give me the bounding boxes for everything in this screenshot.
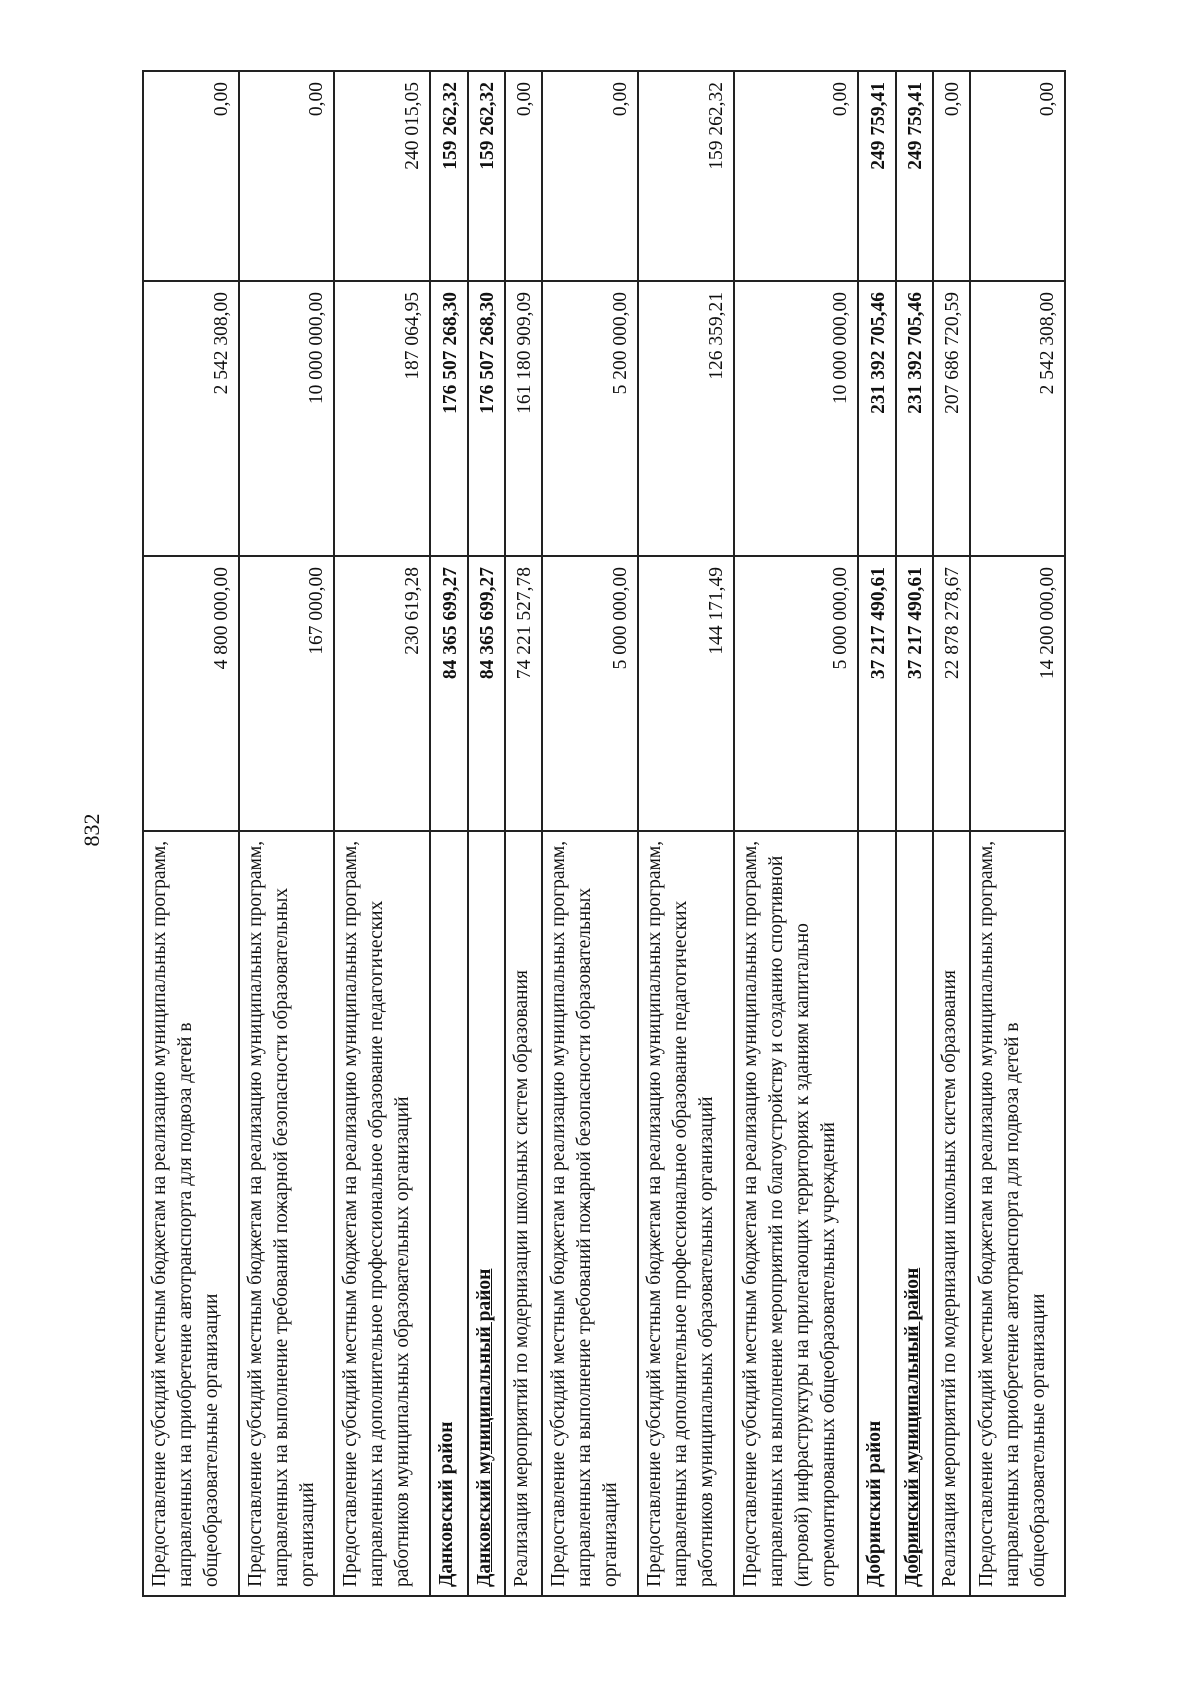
value-col-1: 22 878 278,67 (933, 556, 970, 831)
value-col-2: 161 180 909,09 (505, 281, 542, 556)
rotated-table-wrapper (142, 72, 1066, 1597)
value-col-2: 231 392 705,46 (896, 281, 933, 556)
value-col-2: 5 200 000,00 (542, 281, 638, 556)
value-col-1: 37 217 490,61 (896, 556, 933, 831)
value-col-2: 2 542 308,00 (970, 281, 1065, 556)
value-col-3: 249 759,41 (858, 71, 895, 281)
value-col-3: 159 262,32 (638, 71, 734, 281)
value-col-2: 10 000 000,00 (239, 281, 335, 556)
budget-table (142, 70, 1066, 1597)
row-description: Данковский район (430, 831, 467, 1596)
value-col-2: 207 686 720,59 (933, 281, 970, 556)
table-row (505, 71, 542, 1596)
row-description: Предоставление субсидий местным бюджетам на реализацию муниципальных программ, направленных на дополнительное профессиональное образование педагогических работников муниципальных образовательных организаций (334, 831, 430, 1596)
row-description: Предоставление субсидий местным бюджетам на реализацию муниципальных программ, направленных на выполнение требований пожарной безопасности образовательных организаций (542, 831, 638, 1596)
row-description: Добринский район (858, 831, 895, 1596)
table-row (638, 71, 734, 1596)
value-col-3: 0,00 (970, 71, 1065, 281)
table-row-district-total (858, 71, 895, 1596)
row-description: Данковский муниципальный район (468, 831, 505, 1596)
value-col-1: 37 217 490,61 (858, 556, 895, 831)
value-col-1: 230 619,28 (334, 556, 430, 831)
value-col-1: 84 365 699,27 (430, 556, 467, 831)
value-col-2: 176 507 268,30 (430, 281, 467, 556)
value-col-2: 176 507 268,30 (468, 281, 505, 556)
row-description: Реализация мероприятий по модернизации школьных систем образования (505, 831, 542, 1596)
row-description: Добринский муниципальный район (896, 831, 933, 1596)
value-col-3: 0,00 (734, 71, 858, 281)
value-col-2: 126 359,21 (638, 281, 734, 556)
value-col-3: 0,00 (239, 71, 335, 281)
row-description: Реализация мероприятий по модернизации школьных систем образования (933, 831, 970, 1596)
value-col-3: 0,00 (505, 71, 542, 281)
table-row-municipal-total (896, 71, 933, 1596)
value-col-1: 144 171,49 (638, 556, 734, 831)
value-col-2: 187 064,95 (334, 281, 430, 556)
value-col-1: 84 365 699,27 (468, 556, 505, 831)
row-description: Предоставление субсидий местным бюджетам на реализацию муниципальных программ, направленных на приобретение автотранспорта для подвоза детей в общеобразовательные организации (970, 831, 1065, 1596)
value-col-3: 0,00 (143, 71, 239, 281)
page-number: 832 (79, 813, 104, 847)
table-row (334, 71, 430, 1596)
table-row-district-total (430, 71, 467, 1596)
value-col-1: 167 000,00 (239, 556, 335, 831)
row-description: Предоставление субсидий местным бюджетам на реализацию муниципальных программ, направленных на дополнительное профессиональное образование педагогических работников муниципальных образовательных организаций (638, 831, 734, 1596)
table-row (542, 71, 638, 1596)
value-col-1: 5 000 000,00 (734, 556, 858, 831)
table-row (143, 71, 239, 1596)
value-col-1: 5 000 000,00 (542, 556, 638, 831)
table-row (933, 71, 970, 1596)
value-col-1: 14 200 000,00 (970, 556, 1065, 831)
value-col-3: 159 262,32 (468, 71, 505, 281)
value-col-3: 159 262,32 (430, 71, 467, 281)
value-col-3: 249 759,41 (896, 71, 933, 281)
table-row-municipal-total (468, 71, 505, 1596)
value-col-2: 10 000 000,00 (734, 281, 858, 556)
value-col-3: 0,00 (933, 71, 970, 281)
value-col-2: 2 542 308,00 (143, 281, 239, 556)
table-row (970, 71, 1065, 1596)
value-col-2: 231 392 705,46 (858, 281, 895, 556)
row-description: Предоставление субсидий местным бюджетам на реализацию муниципальных программ, направленных на выполнение мероприятий по благоустройству и созданию спортивной (игровой) инфраструктуры на прилегающих территориях к зданиям капитально отремонтированных общеобразовательных учреждений (734, 831, 858, 1596)
row-description: Предоставление субсидий местным бюджетам на реализацию муниципальных программ, направленных на выполнение требований пожарной безопасности образовательных организаций (239, 831, 335, 1596)
table-row (734, 71, 858, 1596)
row-description: Предоставление субсидий местным бюджетам на реализацию муниципальных программ, направленных на приобретение автотранспорта для подвоза детей в общеобразовательные организации (143, 831, 239, 1596)
value-col-3: 0,00 (542, 71, 638, 281)
table-row (239, 71, 335, 1596)
value-col-1: 4 800 000,00 (143, 556, 239, 831)
value-col-1: 74 221 527,78 (505, 556, 542, 831)
value-col-3: 240 015,05 (334, 71, 430, 281)
